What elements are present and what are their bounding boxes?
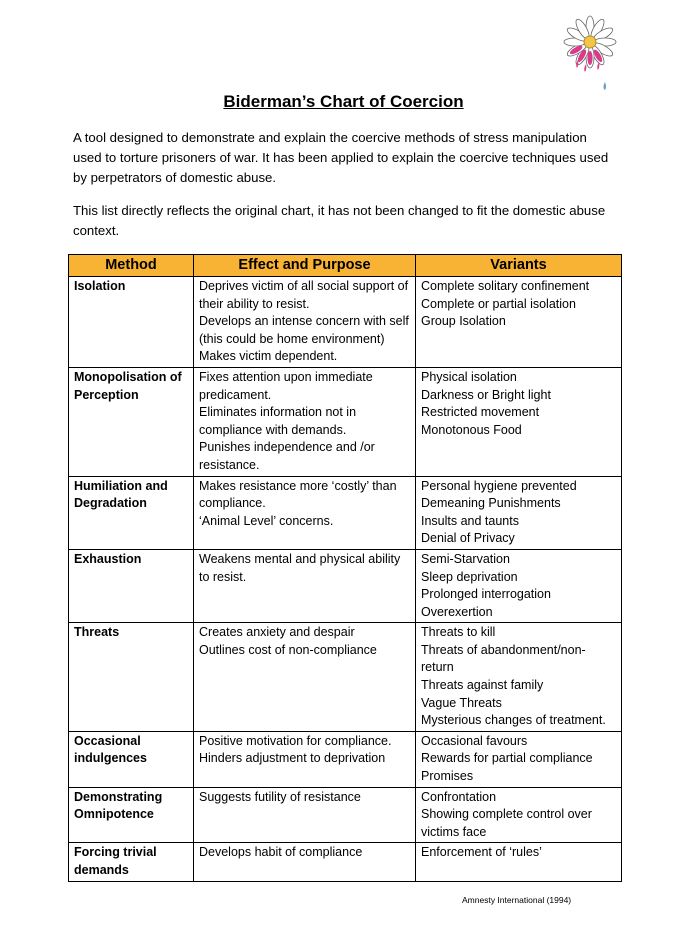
effect-cell: [194, 277, 416, 368]
page-title: Biderman’s Chart of Coercion: [223, 92, 464, 111]
variant-line: Sleep deprivation: [421, 569, 518, 584]
variant-line: Group Isolation: [421, 314, 506, 329]
effect-line: Hinders adjustment to deprivation: [199, 751, 386, 766]
variants-cell: [416, 731, 622, 787]
column-header-method: Method: [69, 255, 194, 277]
method-cell: Forcing trivial demands: [69, 843, 194, 881]
table-row: [69, 277, 622, 368]
variant-line: Denial of Privacy: [421, 531, 515, 546]
variant-line: Overexertion: [421, 604, 493, 619]
method-cell: Threats: [69, 623, 194, 732]
effect-line: Suggests futility of resistance: [199, 789, 361, 804]
variant-line: Physical isolation: [421, 369, 517, 384]
table-row: [69, 731, 622, 787]
variant-line: Threats to kill: [421, 625, 496, 640]
effect-cell: [194, 843, 416, 881]
coercion-chart-table: [68, 254, 622, 882]
table-row: [69, 476, 622, 549]
table-header-row: [69, 255, 622, 277]
method-cell: Humiliation and Degradation: [69, 476, 194, 549]
variants-cell: [416, 787, 622, 843]
effect-line: Makes victim dependent.: [199, 349, 338, 364]
effect-line: Deprives victim of all social support of their ability to resist.: [199, 279, 409, 311]
table-row: [69, 549, 622, 622]
effect-line: Outlines cost of non-compliance: [199, 642, 377, 657]
effect-line: Develops an intense concern with self (this could be home environment): [199, 314, 409, 346]
table-row: [69, 623, 622, 732]
variant-line: Complete or partial isolation: [421, 296, 576, 311]
method-cell: Isolation: [69, 277, 194, 368]
effect-line: Punishes independence and /or resistance.: [199, 440, 375, 472]
effect-cell: [194, 787, 416, 843]
effect-line: Develops habit of compliance: [199, 845, 363, 860]
source-citation: Amnesty International (1994): [462, 895, 572, 905]
variant-line: Restricted movement: [421, 405, 540, 420]
intro-paragraph-2: This list directly reflects the original chart, it has not been changed to fit the domestic abuse context.: [73, 203, 606, 238]
table-row: [69, 367, 622, 476]
variant-line: Showing complete control over victims face: [421, 807, 592, 839]
effect-line: Makes resistance more ‘costly’ than compliance.: [199, 478, 397, 511]
effect-line: Fixes attention upon immediate predicament.: [199, 369, 373, 402]
variant-line: Prolonged interrogation: [421, 587, 551, 602]
variant-line: Vague Threats: [421, 695, 502, 710]
effect-cell: [194, 623, 416, 732]
variant-line: Darkness or Bright light: [421, 387, 551, 402]
variant-line: Insults and taunts: [421, 513, 519, 528]
variant-line: Rewards for partial compliance: [421, 751, 593, 766]
column-header-effect: Effect and Purpose: [194, 255, 416, 277]
method-cell: Monopolisation of Perception: [69, 367, 194, 476]
effect-line: Positive motivation for compliance.: [199, 733, 392, 748]
method-cell: Occasional indulgences: [69, 731, 194, 787]
effect-line: Creates anxiety and despair: [199, 625, 355, 640]
effect-cell: [194, 476, 416, 549]
effect-line: Eliminates information not in compliance with demands.: [199, 405, 357, 437]
variant-line: Threats of abandonment/non-return: [421, 642, 586, 675]
intro-paragraph-1: A tool designed to demonstrate and explain the coercive methods of stress manipulation used to torture prisoners of war. It has been applied to explain the coercive techniques used by perpetrators of domestic abuse.: [73, 130, 609, 185]
variant-line: Personal hygiene prevented: [421, 478, 577, 493]
column-header-variants: Variants: [416, 255, 622, 277]
variants-cell: [416, 549, 622, 622]
effect-cell: [194, 367, 416, 476]
method-cell: Demonstrating Omnipotence: [69, 787, 194, 843]
variant-line: Complete solitary confinement: [421, 279, 590, 293]
variants-cell: [416, 367, 622, 476]
effect-line: ‘Animal Level’ concerns.: [199, 513, 334, 528]
variant-line: Confrontation: [421, 789, 497, 804]
variants-cell: [416, 843, 622, 881]
variant-line: Demeaning Punishments: [421, 496, 561, 511]
variant-line: Occasional favours: [421, 733, 528, 748]
variant-line: Promises: [421, 769, 474, 784]
variant-line: Mysterious changes of treatment.: [421, 713, 606, 728]
variants-cell: [416, 476, 622, 549]
effect-line: Weakens mental and physical ability to resist.: [199, 551, 401, 584]
flower-logo-icon: [560, 12, 620, 92]
variant-line: Semi-Starvation: [421, 551, 510, 566]
effect-cell: [194, 549, 416, 622]
variants-cell: [416, 623, 622, 732]
variants-cell: [416, 277, 622, 368]
method-cell: Exhaustion: [69, 549, 194, 622]
table-row: [69, 843, 622, 881]
table-row: [69, 787, 622, 843]
variant-line: Threats against family: [421, 678, 544, 693]
variant-line: Monotonous Food: [421, 422, 522, 437]
variant-line: Enforcement of ‘rules’: [421, 845, 542, 860]
effect-cell: [194, 731, 416, 787]
